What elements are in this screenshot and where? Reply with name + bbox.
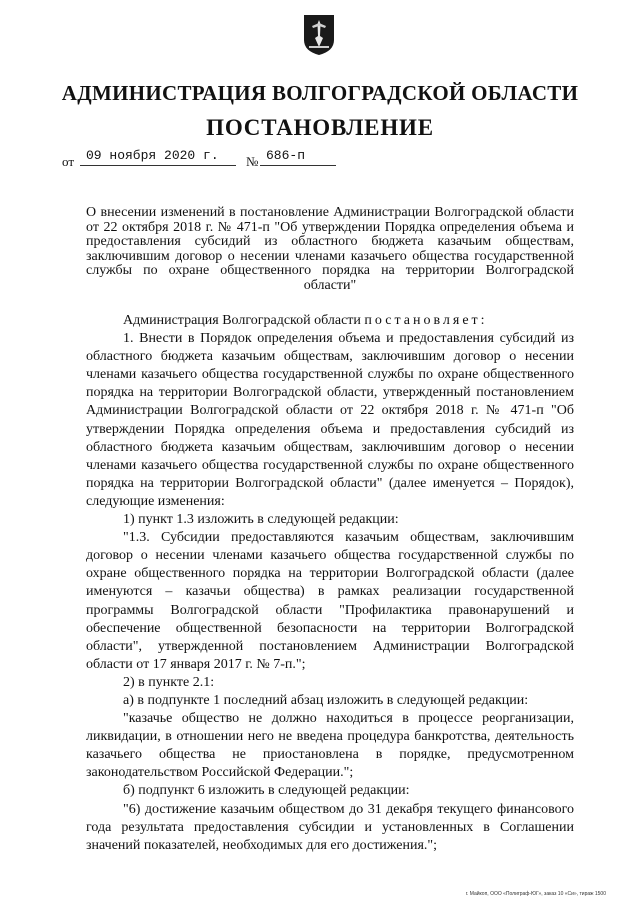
intro-paragraph bbox=[86, 312, 574, 330]
paragraph-4: 2) в пункте 2.1: bbox=[123, 674, 215, 690]
document-number: 686-п bbox=[260, 148, 336, 166]
document-title: О внесении изменений в постановление Администрации Волгоградской области от 22 октября 2018 г. № 471-п "Об утверждении Порядка определения объема и предоставления субсидий из областного бюджета казачьим обществам, заключившим договор о несении членами казачьего общества государственной службы по охране общественного порядка на территории Волгоградской области" bbox=[86, 205, 574, 293]
paragraph-3: "1.3. Субсидии предоставляются казачьим обществам, заключившим договор о несении членами казачьего общества государственной службы по охране общественного порядка на территории Волгоградской области (далее именуются – казачьи общества) в рамках реализации государственной программы Волгоградской области "Профилактика правонарушений и обеспечение общественной безопасности на территории Волгоградской области", утвержденной постановлением Администрации Волгоградской области от 17 января 2017 г. № 7-п."; bbox=[86, 530, 574, 672]
printer-footer: г. Майкоп, ООО «Полиграф-ЮГ», заказ 10 «Си», тираж 1500 bbox=[465, 891, 606, 897]
document-body bbox=[86, 312, 574, 855]
intro-prefix: Администрация Волгоградской области bbox=[123, 313, 361, 328]
date-prefix: от bbox=[62, 154, 75, 169]
paragraph-5: а) в подпункте 1 последний абзац изложить в следующей редакции: bbox=[123, 692, 529, 708]
paragraph-6: "казачье общество не должно находиться в процессе реорганизации, ликвидации, в отношении него не введена процедура банкротства, деятельность казачьего общества не приостановлена в порядке, предусмотренном законодательством Российской Федерации."; bbox=[86, 711, 574, 781]
intro-verb: постановляет: bbox=[364, 313, 488, 328]
coat-of-arms-icon bbox=[303, 14, 335, 56]
paragraph-7: б) подпункт 6 изложить в следующей редакции: bbox=[123, 783, 410, 799]
paragraph-8: "6) достижение казачьим обществом до 31 декабря текущего финансового года результата предоставления субсидии и установленных в Соглашении значений показателей, необходимых для его достижения."; bbox=[86, 801, 574, 853]
date-number-line bbox=[62, 148, 362, 170]
paragraph-1: 1. Внести в Порядок определения объема и предоставления субсидий из областного бюджета казачьим обществам, заключившим договор о несении членами казачьего общества государственной службы по охране общественного порядка на территории Волгоградской области, утвержденный постановлением Администрации Волгоградской области от 22 октября 2018 г. № 471-п "Об утверждении Порядка определения объема и предоставления субсидий из областного бюджета казачьим обществам, заключившим договор о несении членами казачьего общества государственной службы по охране общественного порядка на территории Волгоградской области" (далее именуется – Порядок), следующие изменения: bbox=[86, 331, 574, 509]
number-prefix: № bbox=[246, 154, 259, 169]
paragraph-2: 1) пункт 1.3 изложить в следующей редакции: bbox=[123, 512, 399, 528]
organization-name: АДМИНИСТРАЦИЯ ВОЛГОГРАДСКОЙ ОБЛАСТИ bbox=[61, 81, 579, 105]
document-date: 09 ноября 2020 г. bbox=[80, 148, 236, 166]
document-type: ПОСТАНОВЛЕНИЕ bbox=[206, 115, 434, 140]
